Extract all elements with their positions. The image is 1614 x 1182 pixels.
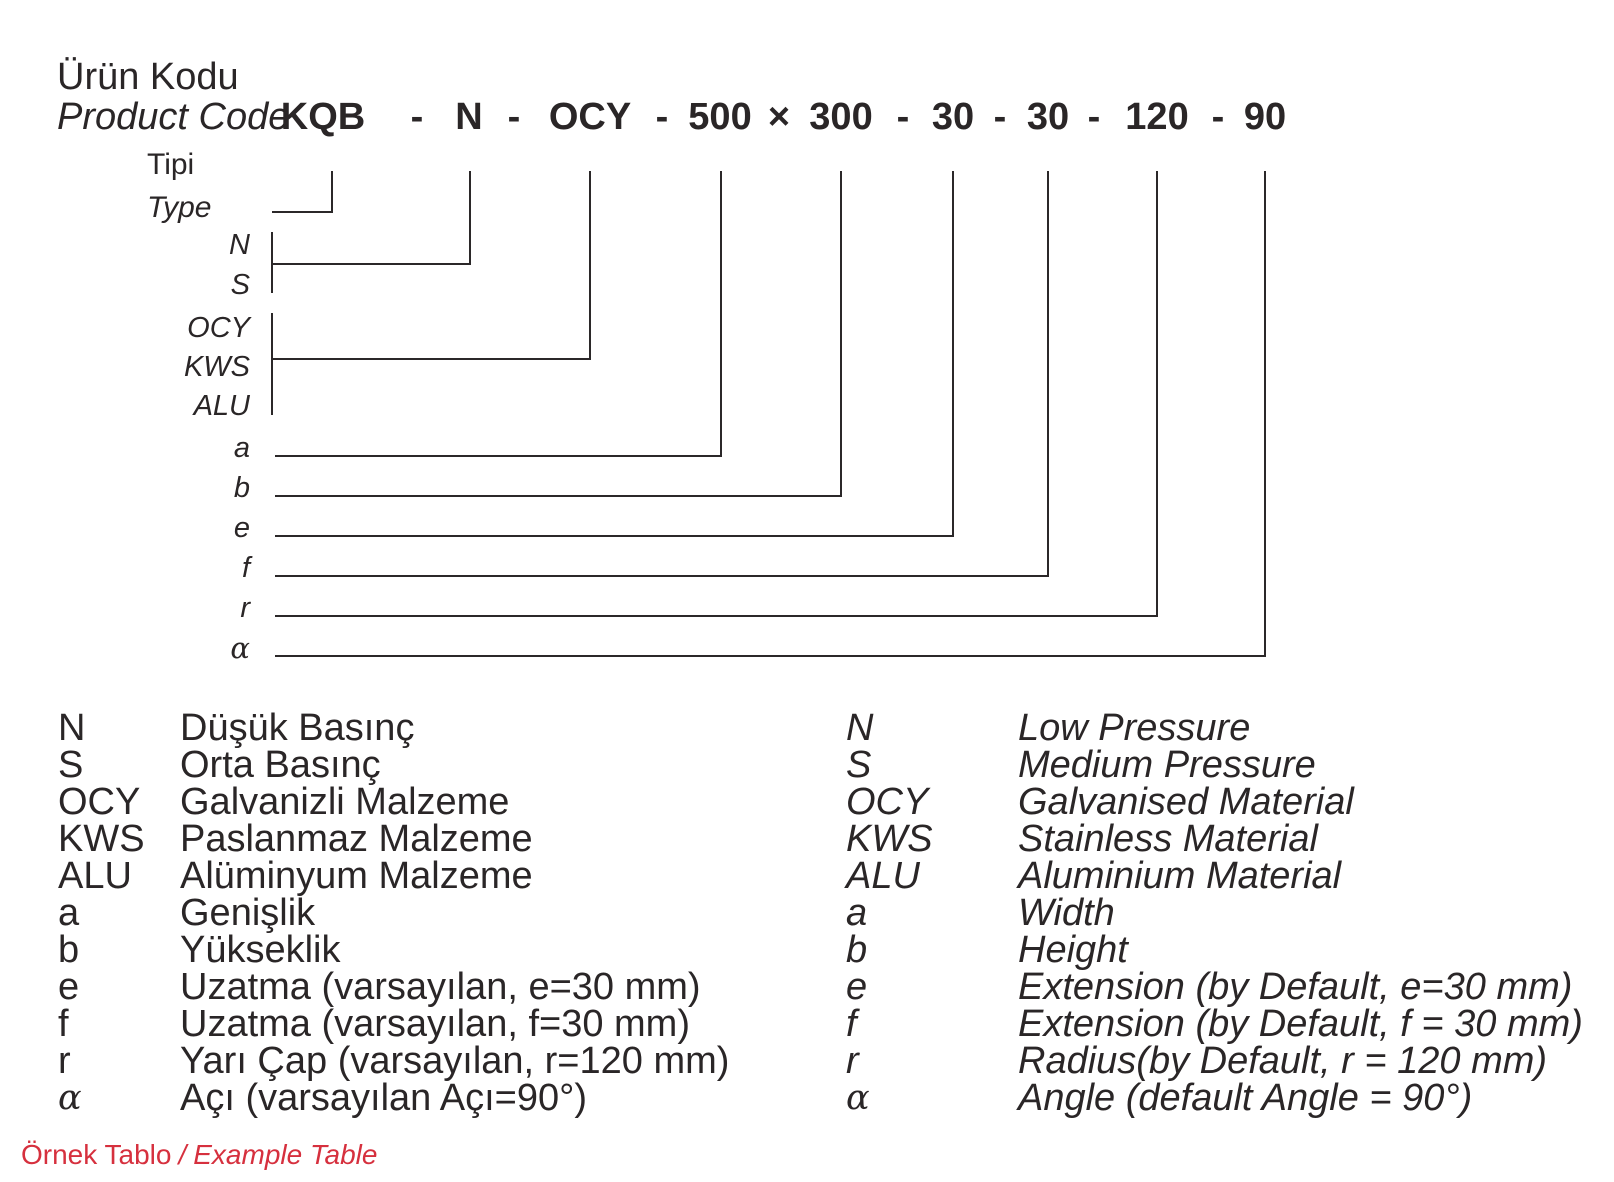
code-segment-pressure: N [455, 96, 483, 138]
legend-term: KWS [846, 818, 933, 860]
legend-term: r [58, 1040, 71, 1082]
legend-desc: Stainless Material [1018, 818, 1318, 860]
legend-row [846, 707, 1583, 749]
legend-desc: Açı (varsayılan Açı=90°) [180, 1077, 587, 1119]
code-dash: - [507, 96, 521, 138]
legend-term: ALU [846, 855, 920, 897]
legend-row [846, 855, 1583, 897]
legend-desc: Extension (by Default, e=30 mm) [1018, 966, 1573, 1008]
legend-term: OCY [846, 781, 929, 823]
option-material-kws: KWS [183, 351, 250, 383]
legend-desc: Radius(by Default, r = 120 mm) [1018, 1040, 1548, 1082]
legend-term: S [846, 744, 872, 786]
legend-row [846, 929, 1583, 971]
legend-row [846, 818, 1583, 860]
code-times-sign: × [767, 96, 791, 138]
legend-row [846, 744, 1583, 786]
param-f: f [241, 552, 250, 584]
legend-term: N [58, 707, 86, 749]
legend-term: e [846, 966, 868, 1008]
legend-desc: Low Pressure [1018, 707, 1251, 749]
type-label-turkish: Tipi [147, 148, 195, 181]
legend-desc: Aluminium Material [1018, 855, 1342, 897]
legend-row [58, 781, 729, 823]
option-material-ocy: OCY [187, 312, 250, 344]
legend-row [846, 1003, 1583, 1045]
legend-term: b [58, 929, 80, 971]
legend-desc: Medium Pressure [1018, 744, 1316, 786]
option-pressure-s: S [230, 269, 250, 301]
page-title-english: Product Code [57, 96, 290, 138]
code-segment-angle: 90 [1243, 96, 1287, 138]
legend-row [846, 1040, 1583, 1082]
legend-desc: Width [1018, 892, 1115, 934]
param-alpha: α [230, 631, 250, 665]
legend-row [58, 818, 729, 860]
legend-term: N [846, 707, 874, 749]
legend-english [846, 707, 1583, 1119]
legend-desc: Paslanmaz Malzeme [180, 818, 533, 860]
legend-desc: Alüminyum Malzeme [180, 855, 533, 897]
legend-row [846, 966, 1583, 1008]
legend-row [846, 1077, 1583, 1119]
legend-row [58, 892, 729, 934]
legend-term: b [846, 929, 868, 971]
code-segment-type: KQB [280, 96, 366, 138]
legend-row [58, 744, 729, 786]
legend-term: OCY [58, 781, 141, 823]
legend-row [58, 929, 729, 971]
legend-row [58, 1003, 729, 1045]
legend-desc: Angle (default Angle = 90°) [1018, 1077, 1473, 1119]
code-dash: - [993, 96, 1007, 138]
legend-turkish [58, 707, 730, 1119]
code-segment-width: 500 [688, 96, 752, 138]
legend-row [846, 892, 1583, 934]
option-material-alu: ALU [193, 390, 250, 422]
caption-separator: / [178, 1139, 187, 1170]
code-dash: - [1087, 96, 1101, 138]
code-segment-height: 300 [809, 96, 873, 138]
code-segment-material: OCY [548, 96, 632, 138]
legend-desc: Uzatma (varsayılan, f=30 mm) [180, 1003, 690, 1045]
legend-row [58, 855, 729, 897]
legend-term: f [58, 1003, 69, 1045]
code-dash: - [410, 96, 424, 138]
legend-row [58, 1040, 730, 1082]
caption-turkish: Örnek Tablo [21, 1139, 172, 1170]
legend-row [846, 781, 1583, 823]
legend-desc: Height [1018, 929, 1128, 971]
param-e: e [233, 512, 250, 544]
legend-desc: Galvanised Material [1018, 781, 1354, 823]
legend-desc: Uzatma (varsayılan, e=30 mm) [180, 966, 701, 1008]
legend-desc: Genişlik [180, 892, 316, 934]
legend-term: f [846, 1003, 857, 1045]
code-dash: - [896, 96, 910, 138]
code-dash: - [1211, 96, 1225, 138]
code-segment-ext-e: 30 [931, 96, 975, 138]
legend-desc: Yarı Çap (varsayılan, r=120 mm) [180, 1040, 730, 1082]
page-title-turkish: Ürün Kodu [57, 56, 239, 98]
legend-term: α [846, 1078, 870, 1118]
caption-english: Example Table [193, 1139, 378, 1170]
example-table-caption [21, 1140, 377, 1170]
legend-desc: Extension (by Default, f = 30 mm) [1018, 1003, 1583, 1045]
param-r: r [240, 592, 250, 624]
code-segment-radius: 120 [1125, 96, 1189, 138]
param-a: a [233, 432, 250, 464]
legend-row [58, 1077, 729, 1119]
type-label-english: Type [147, 191, 212, 224]
legend-term: ALU [58, 855, 132, 897]
legend-term: S [58, 744, 84, 786]
legend-term: KWS [58, 818, 145, 860]
legend-desc: Galvanizli Malzeme [180, 781, 510, 823]
code-dash: - [655, 96, 669, 138]
code-segment-ext-f: 30 [1026, 96, 1070, 138]
legend-row [58, 707, 729, 749]
legend-term: α [58, 1078, 82, 1118]
legend-term: a [58, 892, 80, 934]
legend-desc: Yükseklik [180, 929, 341, 971]
option-pressure-n: N [229, 229, 250, 261]
legend-desc: Orta Basınç [180, 744, 381, 786]
legend-row [58, 966, 729, 1008]
param-b: b [233, 472, 250, 504]
legend-term: a [846, 892, 868, 934]
legend-desc: Düşük Basınç [180, 707, 415, 749]
legend-term: r [846, 1040, 859, 1082]
legend-term: e [58, 966, 80, 1008]
